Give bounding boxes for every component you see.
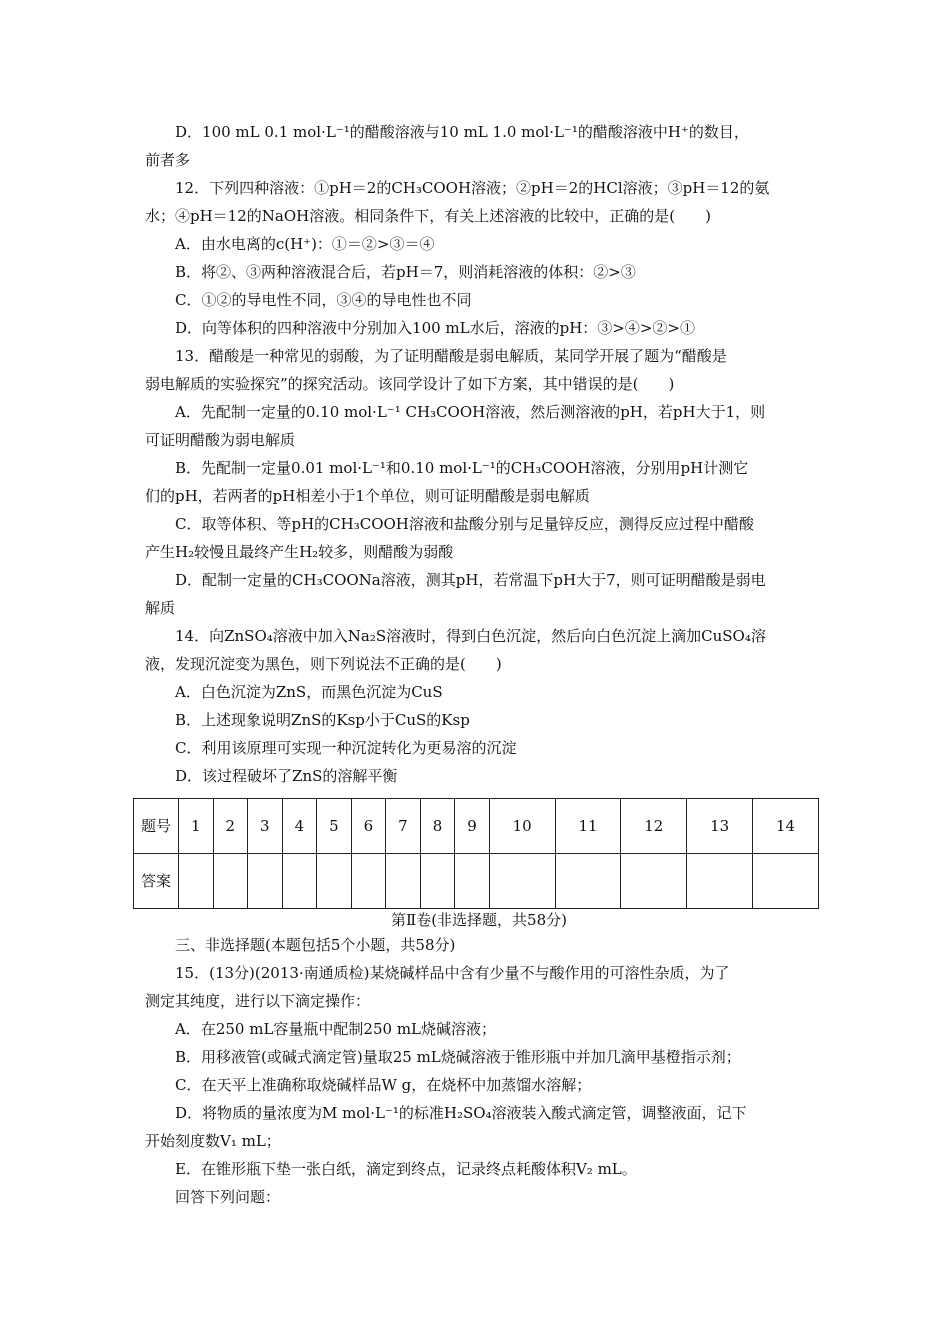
answer-cell bbox=[489, 854, 555, 909]
answer-cell bbox=[753, 854, 819, 909]
answer-table-number: 12 bbox=[621, 799, 687, 854]
answer-table-number: 9 bbox=[455, 799, 490, 854]
q15-step-b: B．用移液管(或碱式滴定管)量取25 mL烧碱溶液于锥形瓶中并加几滴甲基橙指示剂； bbox=[175, 1048, 741, 1066]
part2-title: 第Ⅱ卷(非选择题，共58分) bbox=[391, 911, 567, 929]
q14-option-d: D．该过程破坏了ZnS的溶解平衡 bbox=[175, 767, 398, 785]
answer-table-number: 5 bbox=[317, 799, 352, 854]
q15-prompt: 回答下列问题： bbox=[175, 1188, 281, 1206]
answer-cell bbox=[687, 854, 753, 909]
q13-option-c-line1: C．取等体积、等pH的CH₃COOH溶液和盐酸分别与足量锌反应，测得反应过程中醋酸 bbox=[175, 515, 754, 533]
q13-stem-line2: 弱电解质的实验探究”的探究活动。该同学设计了如下方案，其中错误的是( ) bbox=[145, 375, 675, 393]
answer-table-number: 13 bbox=[687, 799, 753, 854]
q13-option-a-line2: 可证明醋酸为弱电解质 bbox=[145, 431, 296, 449]
q13-option-d-line2: 解质 bbox=[145, 599, 176, 617]
q12-stem-line2: 水；④pH＝12的NaOH溶液。相同条件下，有关上述溶液的比较中，正确的是( ) bbox=[145, 207, 711, 225]
answer-cell bbox=[317, 854, 352, 909]
answer-table-row2-head: 答案 bbox=[134, 854, 179, 909]
answer-cell bbox=[282, 854, 317, 909]
answer-table bbox=[133, 798, 819, 909]
q15-step-c: C．在天平上准确称取烧碱样品W g，在烧杯中加蒸馏水溶解； bbox=[175, 1076, 592, 1094]
q13-stem-line1: 13．醋酸是一种常见的弱酸，为了证明醋酸是弱电解质，某同学开展了题为“醋酸是 bbox=[175, 347, 727, 365]
q13-option-c-line2: 产生H₂较慢且最终产生H₂较多，则醋酸为弱酸 bbox=[145, 543, 454, 561]
answer-cell bbox=[420, 854, 455, 909]
q13-option-d-line1: D．配制一定量的CH₃COONa溶液，测其pH，若常温下pH大于7，则可证明醋酸是弱电 bbox=[175, 571, 766, 589]
answer-table-number-row bbox=[134, 799, 819, 854]
q12-option-d: D．向等体积的四种溶液中分别加入100 mL水后，溶液的pH：③>④>②>① bbox=[175, 319, 696, 337]
answer-cell bbox=[621, 854, 687, 909]
answer-table-number: 1 bbox=[179, 799, 214, 854]
section-heading: 三、非选择题(本题包括5个小题，共58分) bbox=[175, 936, 456, 954]
q15-step-d-line1: D．将物质的量浓度为M mol·L⁻¹的标准H₂SO₄溶液装入酸式滴定管，调整液面，记下 bbox=[175, 1104, 747, 1122]
answer-table-number: 4 bbox=[282, 799, 317, 854]
q14-option-b: B．上述现象说明ZnS的Ksp小于CuS的Ksp bbox=[175, 711, 470, 729]
q14-stem-line1: 14．向ZnSO₄溶液中加入Na₂S溶液时，得到白色沉淀，然后向白色沉淀上滴加CuSO₄溶 bbox=[175, 627, 766, 645]
q12-stem-line1: 12．下列四种溶液：①pH＝2的CH₃COOH溶液；②pH＝2的HCl溶液；③pH＝12的氨 bbox=[175, 179, 770, 197]
answer-cell bbox=[213, 854, 248, 909]
q15-stem-line2: 测定其纯度，进行以下滴定操作： bbox=[145, 992, 371, 1010]
answer-table-number: 2 bbox=[213, 799, 248, 854]
q15-step-d-line2: 开始刻度数V₁ mL； bbox=[145, 1132, 281, 1150]
answer-table-number: 7 bbox=[386, 799, 421, 854]
q12-option-b: B．将②、③两种溶液混合后，若pH＝7，则消耗溶液的体积：②>③ bbox=[175, 263, 636, 281]
answer-table-number: 8 bbox=[420, 799, 455, 854]
answer-table-number: 6 bbox=[351, 799, 386, 854]
q14-stem-line2: 液，发现沉淀变为黑色，则下列说法不正确的是( ) bbox=[145, 655, 502, 673]
answer-cell bbox=[248, 854, 283, 909]
q12-option-a: A．由水电离的c(H⁺)：①＝②>③＝④ bbox=[175, 235, 435, 253]
q14-option-a: A．白色沉淀为ZnS，而黑色沉淀为CuS bbox=[175, 683, 443, 701]
answer-table-answer-row bbox=[134, 854, 819, 909]
q15-step-e: E．在锥形瓶下垫一张白纸，滴定到终点，记录终点耗酸体积V₂ mL。 bbox=[175, 1160, 637, 1178]
q11-option-d-line1: D．100 mL 0.1 mol·L⁻¹的醋酸溶液与10 mL 1.0 mol·L⁻¹的醋酸溶液中H⁺的数目， bbox=[175, 123, 749, 141]
q13-option-b-line2: 们的pH，若两者的pH相差小于1个单位，则可证明醋酸是弱电解质 bbox=[145, 487, 590, 505]
answer-cell bbox=[351, 854, 386, 909]
answer-table-number: 11 bbox=[555, 799, 621, 854]
q15-stem-line1: 15．(13分)(2013·南通质检)某烧碱样品中含有少量不与酸作用的可溶性杂质，为了 bbox=[175, 964, 730, 982]
answer-table-row1-head: 题号 bbox=[134, 799, 179, 854]
answer-cell bbox=[455, 854, 490, 909]
answer-cell bbox=[386, 854, 421, 909]
q11-option-d-line2: 前者多 bbox=[145, 151, 191, 169]
q13-option-b-line1: B．先配制一定量0.01 mol·L⁻¹和0.10 mol·L⁻¹的CH₃COOH溶液，分别用pH计测它 bbox=[175, 459, 749, 477]
document-page bbox=[140, 118, 813, 1211]
answer-cell bbox=[179, 854, 214, 909]
q14-option-c: C．利用该原理可实现一种沉淀转化为更易溶的沉淀 bbox=[175, 739, 517, 757]
answer-table-number: 10 bbox=[489, 799, 555, 854]
answer-table-number: 14 bbox=[753, 799, 819, 854]
q15-step-a: A．在250 mL容量瓶中配制250 mL烧碱溶液； bbox=[175, 1020, 496, 1038]
q13-option-a-line1: A．先配制一定量的0.10 mol·L⁻¹ CH₃COOH溶液，然后测溶液的pH，若pH大于1，则 bbox=[175, 403, 766, 421]
answer-table-number: 3 bbox=[248, 799, 283, 854]
answer-cell bbox=[555, 854, 621, 909]
q12-option-c: C．①②的导电性不同，③④的导电性也不同 bbox=[175, 291, 472, 309]
